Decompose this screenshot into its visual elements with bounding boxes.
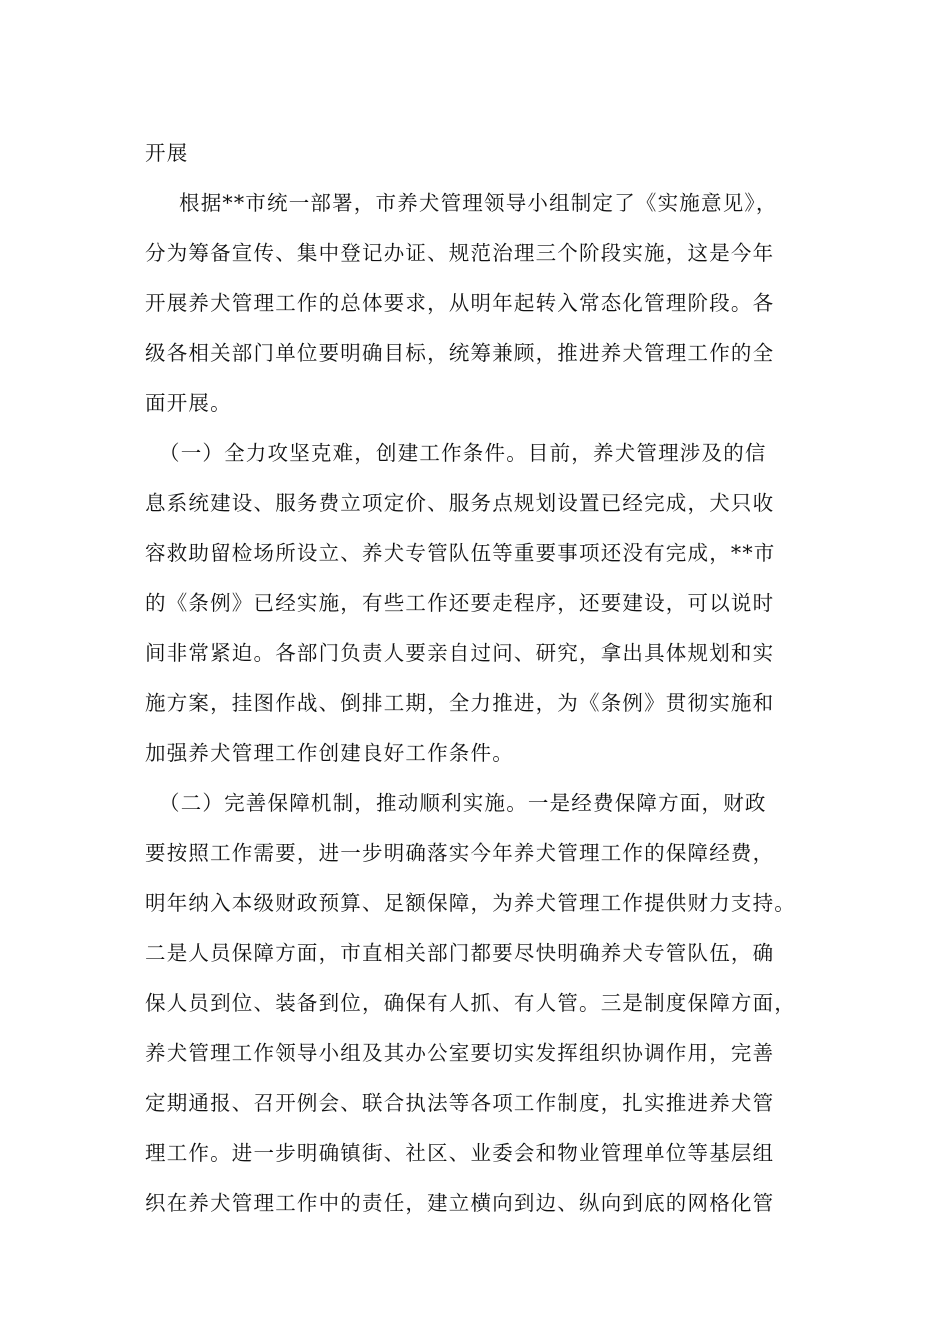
section-heading-line: （二）完善保障机制，推动顺利实施。一是经费保障方面，财政 [159,791,767,815]
section-heading-line: （一）全力攻坚克难，创建工作条件。目前，养犬管理涉及的信 [159,441,767,465]
paragraph-start-line: 根据**市统一部署，市养犬管理领导小组制定了《实施意见》， [179,191,778,215]
text-line: 理工作。进一步明确镇街、社区、业委会和物业管理单位等基层组 [145,1141,775,1165]
text-line: 开展 [145,141,189,165]
text-line: 施方案，挂图作战、倒排工期，全力推进，为《条例》贯彻实施和 [145,691,775,715]
text-line: 养犬管理工作领导小组及其办公室要切实发挥组织协调作用，完善 [145,1041,775,1065]
text-line: 加强养犬管理工作创建良好工作条件。 [145,741,514,765]
text-line: 容救助留检场所设立、养犬专管队伍等重要事项还没有完成，**市 [145,541,776,565]
text-line: 定期通报、召开例会、联合执法等各项工作制度，扎实推进养犬管 [145,1091,775,1115]
text-line: 保人员到位、装备到位，确保有人抓、有人管。三是制度保障方面， [145,991,796,1015]
text-line: 级各相关部门单位要明确目标，统筹兼顾，推进养犬管理工作的全 [145,341,775,365]
text-line: 息系统建设、服务费立项定价、服务点规划设置已经完成，犬只收 [145,491,775,515]
text-line: 明年纳入本级财政预算、足额保障，为养犬管理工作提供财力支持。 [145,891,796,915]
text-line: 织在养犬管理工作中的责任，建立横向到边、纵向到底的网格化管 [145,1191,775,1215]
document-body [145,128,815,1228]
text-line: 开展养犬管理工作的总体要求，从明年起转入常态化管理阶段。各 [145,291,775,315]
text-line: 面开展。 [145,391,232,415]
text-line: 二是人员保障方面，市直相关部门都要尽快明确养犬专管队伍，确 [145,941,775,965]
text-line: 分为筹备宣传、集中登记办证、规范治理三个阶段实施，这是今年 [145,241,775,265]
text-line: 间非常紧迫。各部门负责人要亲自过问、研究，拿出具体规划和实 [145,641,775,665]
text-line: 的《条例》已经实施，有些工作还要走程序，还要建设，可以说时 [145,591,775,615]
text-line: 要按照工作需要，进一步明确落实今年养犬管理工作的保障经费， [145,841,775,865]
